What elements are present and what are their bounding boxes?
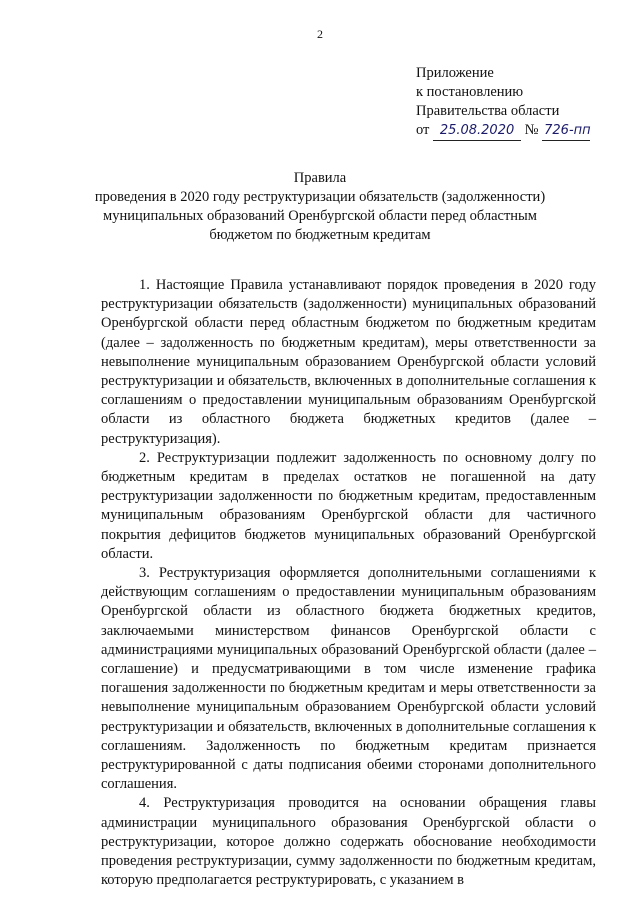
handwritten-date: 25.08.2020 <box>433 121 521 141</box>
page-number: 2 <box>317 27 323 41</box>
from-label: от <box>416 122 430 138</box>
handwritten-number: 726-пп <box>542 121 590 141</box>
paragraph-1: 1. Настоящие Правила устанавливают порядок проведения в 2020 году реструктуризации обязательств (задолженности) муниципальных образований Оренбургской области перед областным бюджетом по бюджетным кредитам (далее – задолженность по бюджетным кредитам), меры ответственности за невыполнение муниципальным образованием Оренбургской области условий реструктуризации и обязательств, включенных в дополнительные соглашения к соглашениям о предоставлении муниципальным образованиям Оренбургской области из областного бюджета бюджетных кредитов (далее – реструктуризация). <box>101 277 596 447</box>
title-line-3: муниципальных образований Оренбургской области перед областным <box>103 208 537 224</box>
appendix-line-1: Приложение <box>416 65 494 81</box>
document-body <box>101 276 596 891</box>
paragraph-3: 3. Реструктуризация оформляется дополнительными соглашениями к действующим соглашениям о предоставлении муниципальным образованиям Оренбургской области из областного бюджета бюджетных кредитов, заключаемыми министерством финансов Оренбургской области с администрациями муниципальных образований Оренбургской области (далее – соглашение) и предусматривающими в том числе изменение графика погашения задолженности по бюджетным кредитам и меры ответственности за невыполнение муниципальным образованием Оренбургской области условий реструктуризации и обязательств, включенных в дополнительные соглашения к соглашениям. Задолженность по бюджетным кредитам признается реструктурированной с даты подписания обеими сторонами дополнительного соглашения. <box>101 565 596 793</box>
title-line-2: проведения в 2020 году реструктуризации обязательств (задолженности) <box>94 189 546 205</box>
document-title <box>60 169 580 245</box>
title-line-4: бюджетом по бюджетным кредитам <box>209 227 431 243</box>
appendix-line-2: к постановлению <box>416 84 524 100</box>
appendix-line-3: Правительства области <box>416 103 560 119</box>
appendix-date-row <box>416 121 626 141</box>
number-sign: № <box>524 122 539 138</box>
appendix-block <box>416 64 626 141</box>
paragraph-2: 2. Реструктуризации подлежит задолженность по основному долгу по бюджетным кредитам в пределах остатков не погашенной на дату реструктуризации задолженности по бюджетным кредитам, предоставленным муниципальным образованиям Оренбургской области для частичного покрытия дефицитов бюджетов муниципальных образований Оренбургской области. <box>101 449 596 562</box>
title-line-1: Правила <box>293 170 347 186</box>
paragraph-4: 4. Реструктуризация проводится на основании обращения главы администрации муниципального образования Оренбургской области о реструктуризации, которое должно содержать обоснование необходимости проведения реструктуризации, сумму задолженности по бюджетным кредитам, которую предполагается реструктурировать, с указанием в <box>101 795 596 889</box>
